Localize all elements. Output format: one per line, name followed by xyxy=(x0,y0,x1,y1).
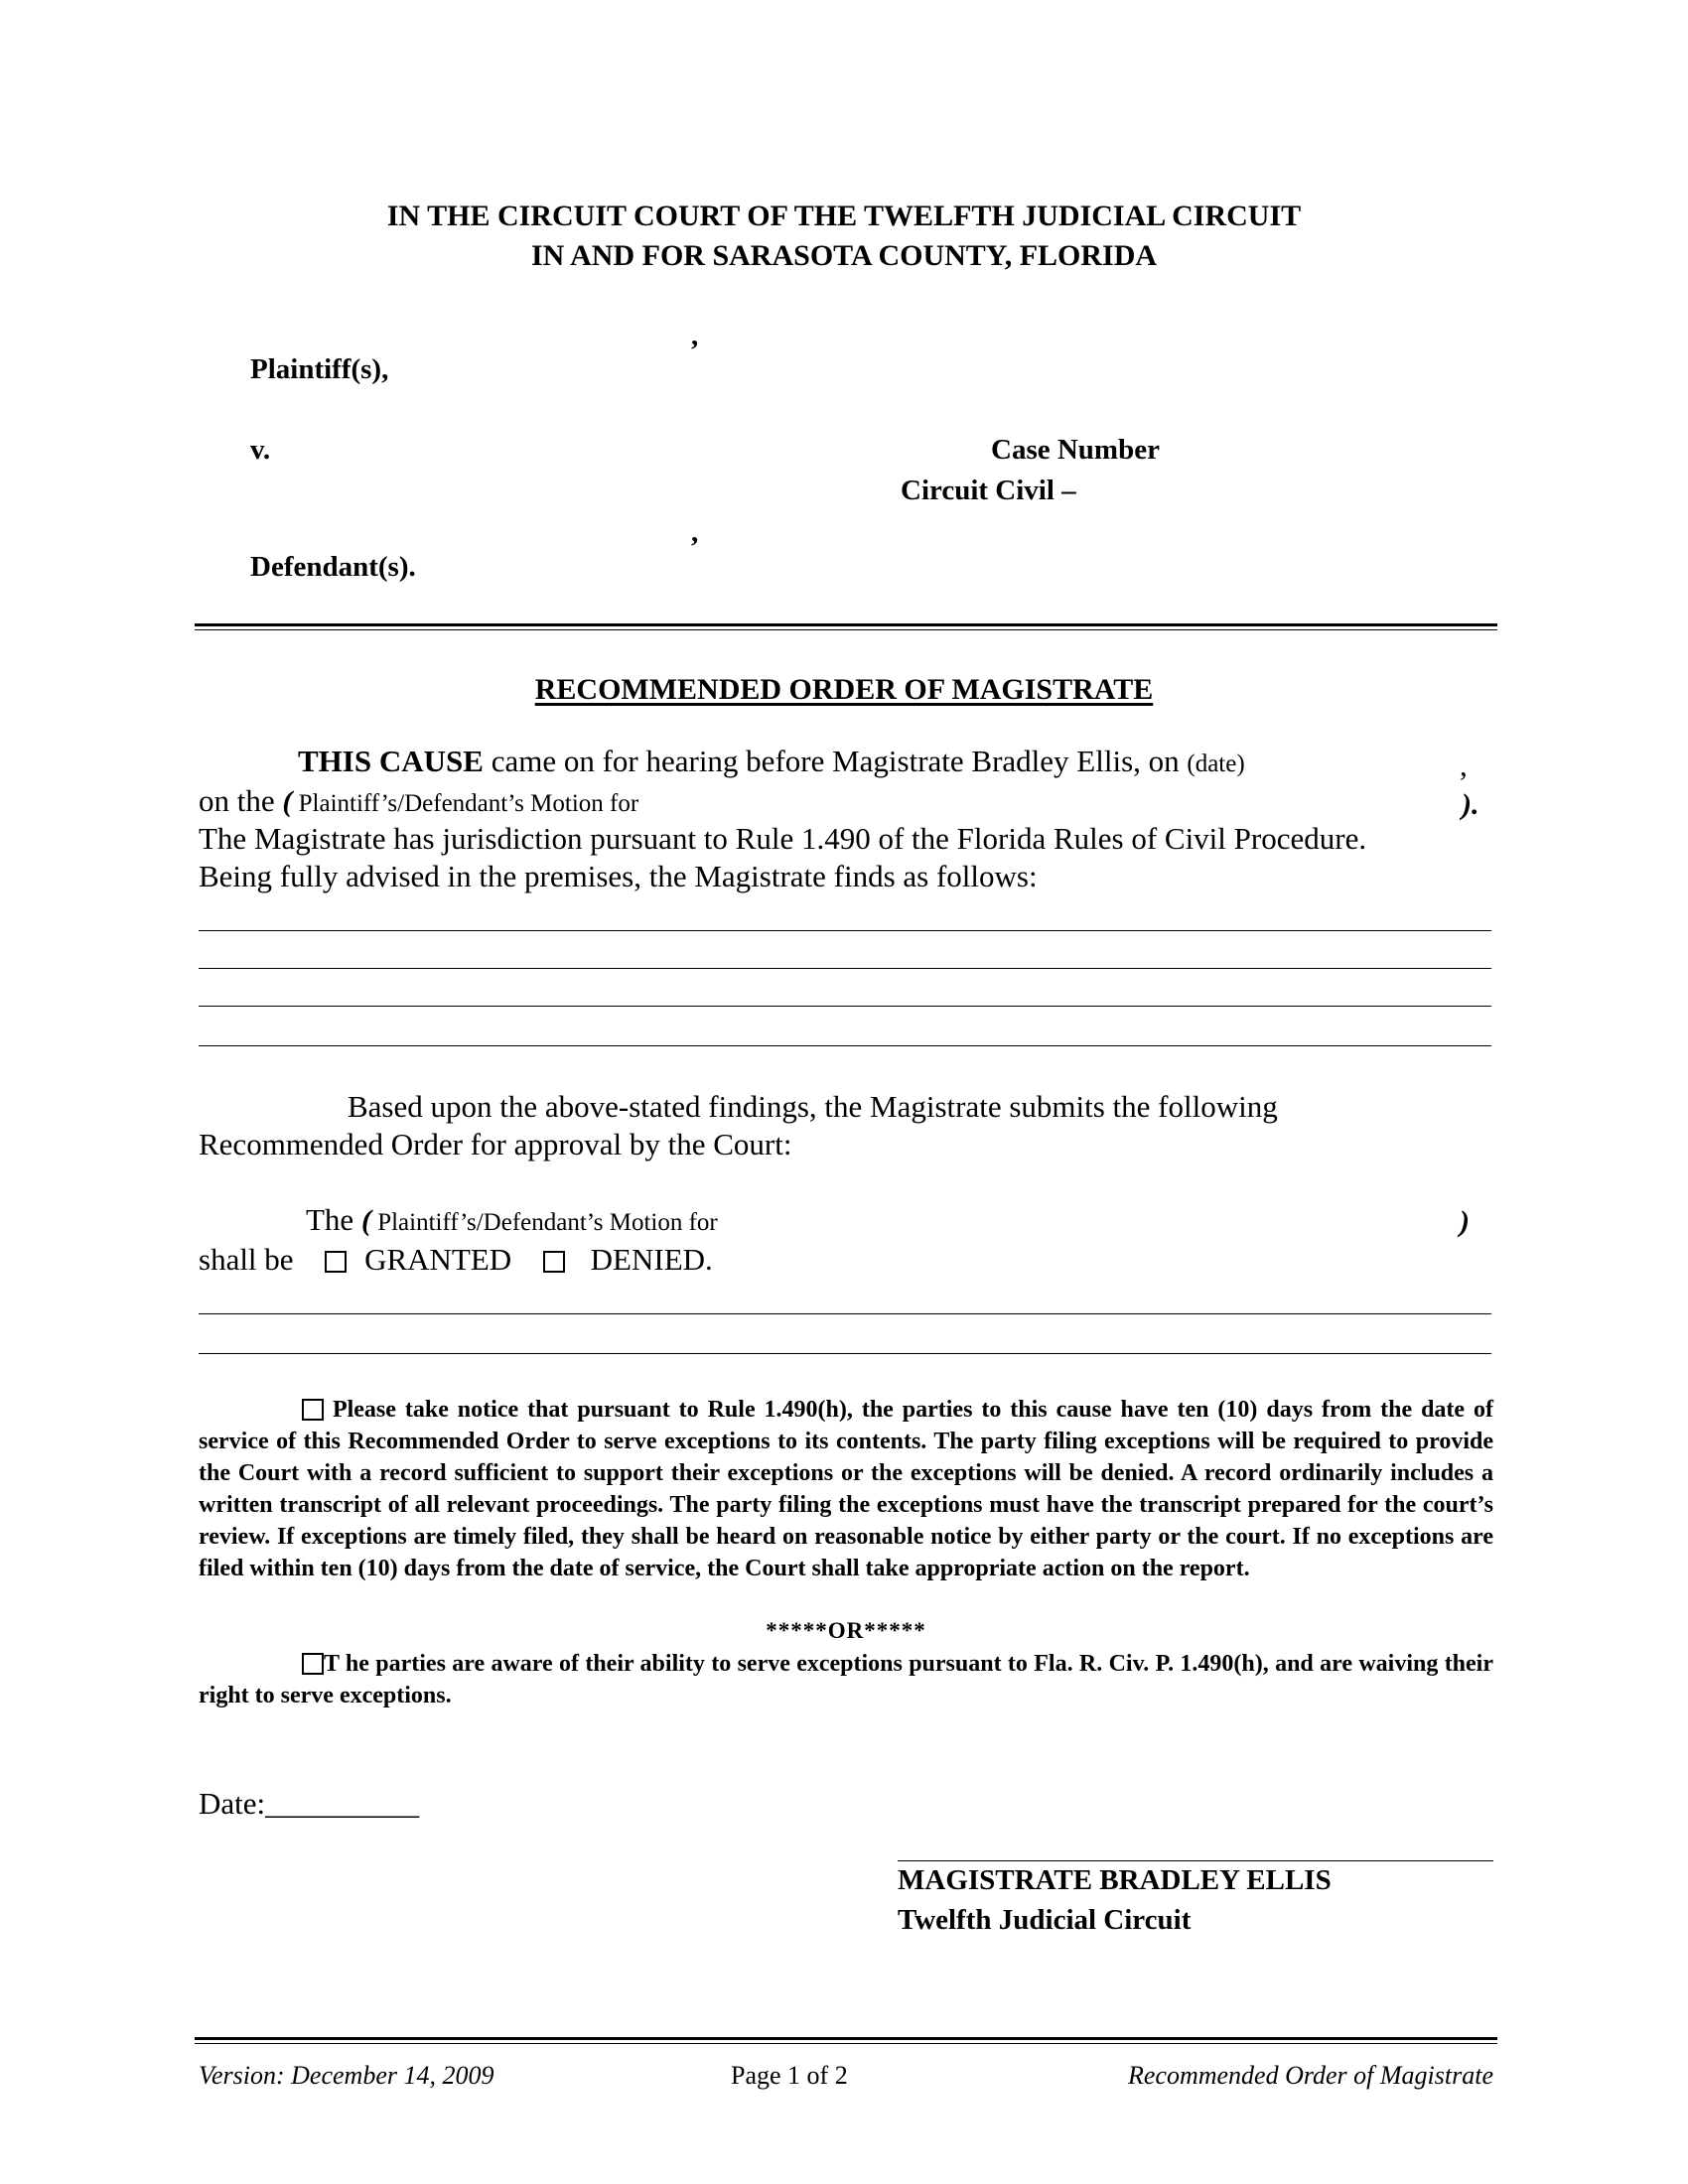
footer-version: Version: December 14, 2009 xyxy=(199,2061,494,2090)
order-close-paren: ) xyxy=(1460,1205,1470,1238)
this-cause-text: THIS CAUSE xyxy=(298,744,484,778)
order-the-text: The xyxy=(306,1202,361,1237)
footer-divider-top xyxy=(195,2037,1497,2040)
plaintiff-label: Plaintiff(s), xyxy=(250,353,389,385)
intro-line2 xyxy=(199,782,638,823)
order-line[interactable] xyxy=(199,1353,1491,1354)
notice-paragraph2 xyxy=(199,1648,1493,1711)
granted-label: GRANTED xyxy=(364,1242,512,1277)
notice-paragraph1 xyxy=(199,1394,1493,1584)
advised-text: Being fully advised in the premises, the Magistrate finds as follows: xyxy=(199,859,1038,893)
denied-label: DENIED. xyxy=(590,1242,713,1277)
document-title-text: RECOMMENDED ORDER OF MAGISTRATE xyxy=(534,673,1154,706)
defendant-label: Defendant(s). xyxy=(250,551,416,583)
waiver-checkbox[interactable] xyxy=(302,1653,324,1675)
signature-line[interactable] xyxy=(898,1860,1493,1861)
document-title xyxy=(199,673,1489,707)
circuit-civil-label: Circuit Civil – xyxy=(901,475,1076,506)
order-motion-hint: Plaintiff’s/Defendant’s Motion for xyxy=(370,1209,718,1236)
shall-be-text: shall be xyxy=(199,1242,294,1277)
court-header-line1: IN THE CIRCUIT COURT OF THE TWELFTH JUDICIAL CIRCUIT xyxy=(386,200,1302,232)
findings-line[interactable] xyxy=(199,1045,1491,1046)
date-field[interactable]: Date:__________ xyxy=(199,1786,420,1821)
caption-divider-bottom xyxy=(195,629,1497,630)
granted-checkbox[interactable] xyxy=(325,1251,347,1273)
court-header xyxy=(199,197,1489,276)
court-header-line2: IN AND FOR SARASOTA COUNTY, FLORIDA xyxy=(530,239,1158,272)
on-the-text: on the xyxy=(199,783,283,818)
caption-divider-top xyxy=(195,623,1497,626)
magistrate-court: Twelfth Judicial Circuit xyxy=(898,1904,1192,1936)
jurisdiction-text: The Magistrate has jurisdiction pursuant to Rule 1.490 of the Florida Rules of Civil Procedure. xyxy=(199,821,1367,856)
defendant-comma: , xyxy=(691,516,699,548)
intro-trailing-comma: , xyxy=(1460,748,1468,782)
date-hint: (date) xyxy=(1187,751,1245,777)
versus-label: v. xyxy=(250,434,271,466)
motion-hint: Plaintiff’s/Defendant’s Motion for xyxy=(292,790,639,817)
footer-divider-bottom xyxy=(195,2043,1497,2044)
order-line2 xyxy=(199,1241,713,1279)
footer-doc-title: Recommended Order of Magistrate xyxy=(1127,2061,1493,2090)
order-line[interactable] xyxy=(199,1313,1491,1314)
findings-line[interactable] xyxy=(199,1006,1491,1007)
magistrate-name: MAGISTRATE BRADLEY ELLIS xyxy=(898,1864,1332,1896)
order-open-paren: ( xyxy=(360,1204,371,1237)
based-upon-line1: Based upon the above-stated findings, the Magistrate submits the following xyxy=(348,1089,1278,1124)
waiver-text: T he parties are aware of their ability to serve exceptions pursuant to Fla. R. Civ. P. 1.490(h), and are waiving their right to serve exceptions. xyxy=(199,1651,1493,1708)
case-number-label: Case Number xyxy=(991,434,1160,466)
close-paren-period: ). xyxy=(1462,788,1479,821)
findings-line[interactable] xyxy=(199,968,1491,969)
came-on-text: came on for hearing before Magistrate Bradley Ellis, on xyxy=(483,744,1188,778)
open-paren: ( xyxy=(282,785,293,818)
based-upon-line2: Recommended Order for approval by the Court: xyxy=(199,1127,792,1161)
intro-line1 xyxy=(298,743,1245,783)
order-line1 xyxy=(306,1201,718,1242)
footer-page: Page 1 of 2 xyxy=(731,2061,848,2090)
plaintiff-comma: , xyxy=(691,320,699,351)
denied-checkbox[interactable] xyxy=(543,1251,565,1273)
notice-checkbox[interactable] xyxy=(302,1399,324,1421)
or-separator: *****OR***** xyxy=(766,1618,926,1643)
findings-line[interactable] xyxy=(199,930,1491,931)
notice-text: Please take notice that pursuant to Rule 1.490(h), the parties to this cause have ten (10) days from the date of service of this Recommended Order to serve exceptions to its contents. The party filing exceptions will be required to provide the Court with a record sufficient to support their exceptions or the exceptions will be denied. A record ordinarily includes a written transcript of all relevant proceedings. The party filing the exceptions must have the transcript prepared for the court’s review. If exceptions are timely filed, they shall be heard on reasonable notice by either party or the court. If no exceptions are filed within ten (10) days from the date of service, the Court shall take appropriate action on the report. xyxy=(199,1397,1493,1581)
